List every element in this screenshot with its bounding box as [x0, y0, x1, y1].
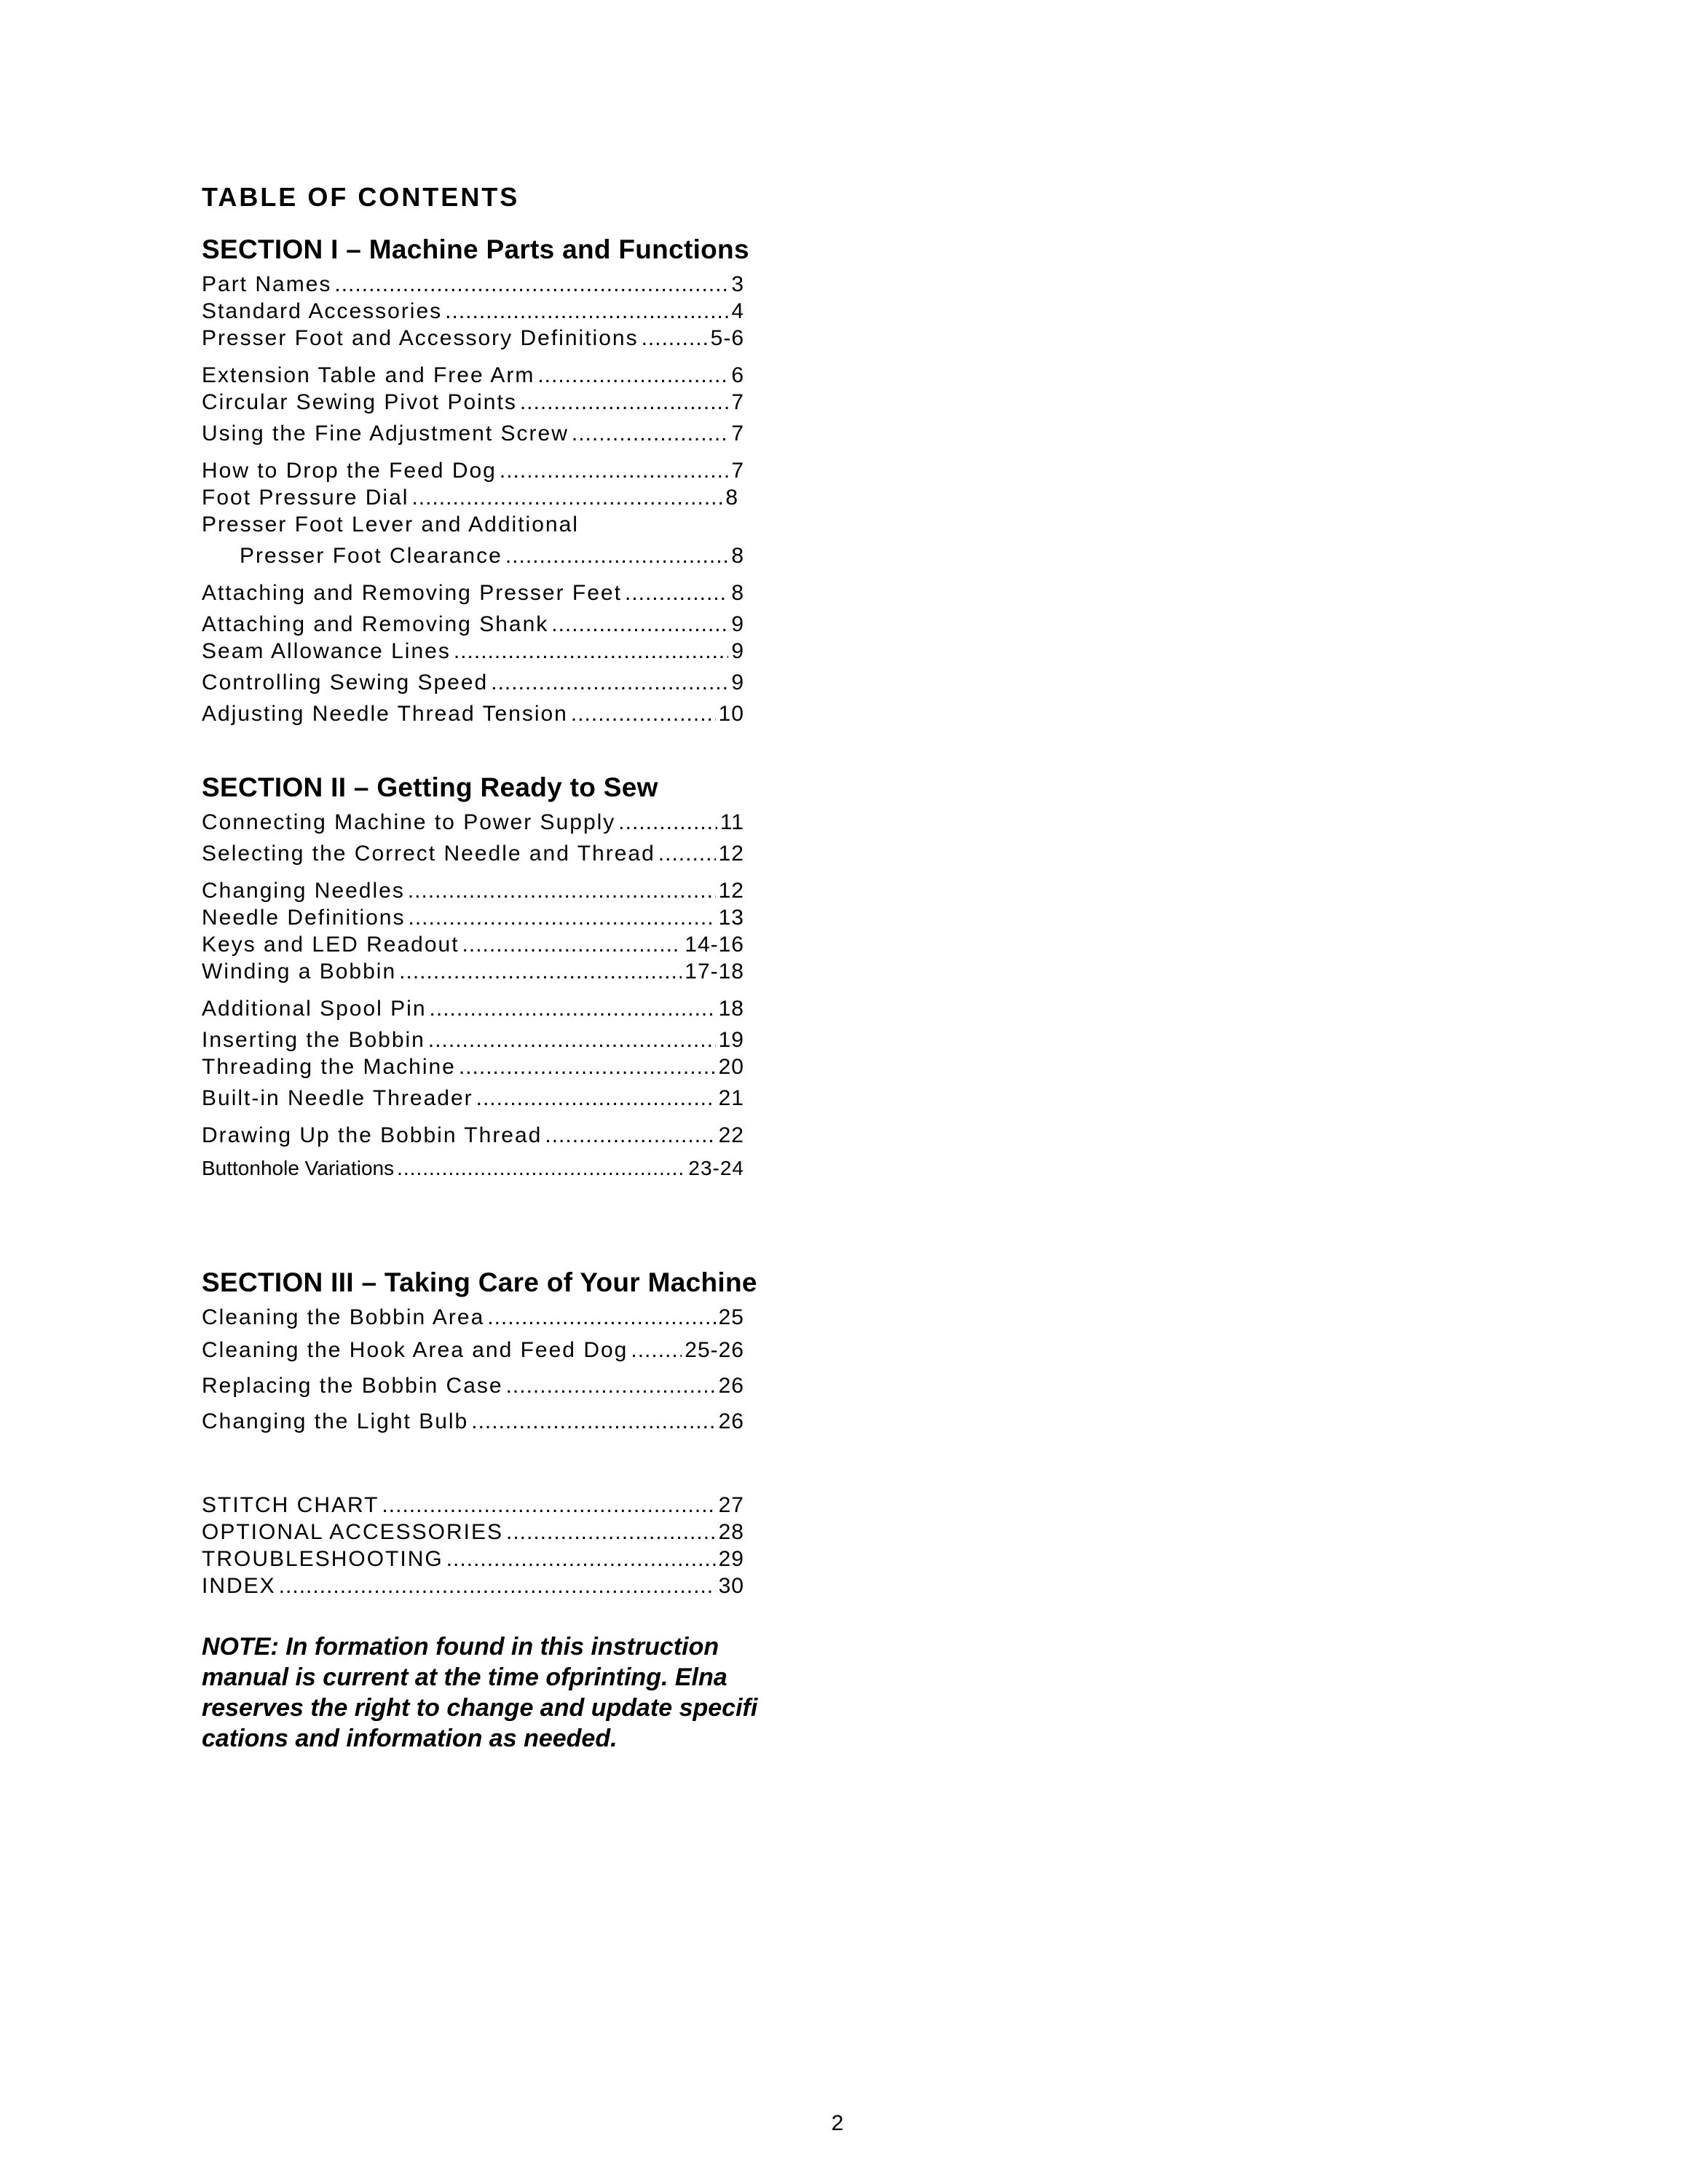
section-2-heading: SECTION II – Getting Ready to Sew: [202, 772, 658, 802]
toc-entry-optional-accessories[interactable]: OPTIONAL ACCESSORIES ..... 28: [202, 1519, 744, 1546]
toc-entry-thread-tension[interactable]: Adjusting Needle Thread Tension ..... 10: [202, 700, 744, 727]
toc-title: TABLE OF CONTENTS: [202, 182, 520, 212]
toc-entry-attach-presser-feet[interactable]: Attaching and Removing Presser Feet ..... 8: [202, 579, 744, 606]
toc-entry-fine-adjustment-screw[interactable]: Using the Fine Adjustment Screw ..... 7: [202, 420, 744, 447]
toc-entry-needle-definitions[interactable]: Needle Definitions ..... 13: [202, 904, 744, 931]
toc-entry-attach-shank[interactable]: Attaching and Removing Shank ..... 9: [202, 611, 744, 638]
section-2: [202, 772, 1003, 1182]
toc-entry-index[interactable]: INDEX ..... 30: [202, 1572, 744, 1599]
toc-entry-pivot-points[interactable]: Circular Sewing Pivot Points ..... 7: [202, 389, 744, 416]
toc-entry-bobbin-thread[interactable]: Drawing Up the Bobbin Thread ..... 22: [202, 1122, 744, 1149]
toc-entry-stitch-chart[interactable]: STITCH CHART ..... 27: [202, 1492, 744, 1519]
toc-entry-presser-foot-definitions[interactable]: Presser Foot and Accessory Definitions ..... 5-6: [202, 325, 744, 352]
toc-entry-keys-led-readout[interactable]: Keys and LED Readout ..... 14-16: [202, 931, 744, 958]
toc-entry-spool-pin[interactable]: Additional Spool Pin ..... 18: [202, 995, 744, 1022]
toc-entry-needle-threader[interactable]: Built-in Needle Threader ..... 21: [202, 1085, 744, 1112]
page-number: 2: [831, 2111, 844, 2135]
toc-entry-troubleshooting[interactable]: TROUBLESHOOTING ..... 29: [202, 1546, 744, 1572]
toc-entry-seam-allowance[interactable]: Seam Allowance Lines ..... 9: [202, 638, 744, 665]
toc-entry-light-bulb[interactable]: Changing the Light Bulb ..... 26: [202, 1408, 744, 1435]
toc-entry-needle-and-thread[interactable]: Selecting the Correct Needle and Thread ..... 12: [202, 840, 744, 867]
toc-entry-buttonhole[interactable]: Buttonhole Variations ..... 23-24: [202, 1155, 744, 1182]
toc-entry-presser-foot-lever[interactable]: Presser Foot Lever and Additional: [202, 513, 579, 537]
toc-entry-winding-bobbin[interactable]: Winding a Bobbin ..... 17-18: [202, 958, 744, 985]
disclaimer-note: NOTE: In formation found in this instruction manual is current at the time ofprinting. Elna reserves the right to change and update specifi cations and information as needed.: [202, 1633, 758, 1752]
toc-entry-cleaning-bobbin-area[interactable]: Cleaning the Bobbin Area ..... 25: [202, 1304, 744, 1331]
section-3-heading: SECTION III – Taking Care of Your Machine: [202, 1267, 757, 1297]
toc-entry-presser-foot-clearance[interactable]: Presser Foot Clearance ..... 8: [202, 542, 744, 569]
toc-entry-threading-machine[interactable]: Threading the Machine ..... 20: [202, 1053, 744, 1080]
section-1: [202, 234, 1003, 727]
toc-entry-bobbin-case[interactable]: Replacing the Bobbin Case ..... 26: [202, 1372, 744, 1399]
toc-entry-part-names[interactable]: Part Names ..... 3: [202, 271, 744, 298]
appendix-list: [202, 1492, 1003, 1599]
toc-content: [202, 182, 1003, 1754]
toc-entry-cleaning-hook-area[interactable]: Cleaning the Hook Area and Feed Dog ..... 25-26: [202, 1337, 744, 1364]
section-3: [202, 1267, 1003, 1435]
toc-entry-drop-feed-dog[interactable]: How to Drop the Feed Dog ..... 7: [202, 457, 744, 484]
toc-entry-inserting-bobbin[interactable]: Inserting the Bobbin ..... 19: [202, 1026, 744, 1053]
toc-entry-power-supply[interactable]: Connecting Machine to Power Supply ..... 11: [202, 809, 744, 836]
section-1-heading: SECTION I – Machine Parts and Functions: [202, 234, 749, 264]
toc-entry-standard-accessories[interactable]: Standard Accessories ..... 4: [202, 298, 744, 325]
toc-entry-sewing-speed[interactable]: Controlling Sewing Speed ..... 9: [202, 669, 744, 696]
toc-entry-changing-needles[interactable]: Changing Needles ..... 12: [202, 877, 744, 904]
toc-entry-foot-pressure-dial[interactable]: Foot Pressure Dial ..... 8: [202, 484, 738, 511]
toc-entry-extension-table[interactable]: Extension Table and Free Arm ..... 6: [202, 362, 744, 389]
